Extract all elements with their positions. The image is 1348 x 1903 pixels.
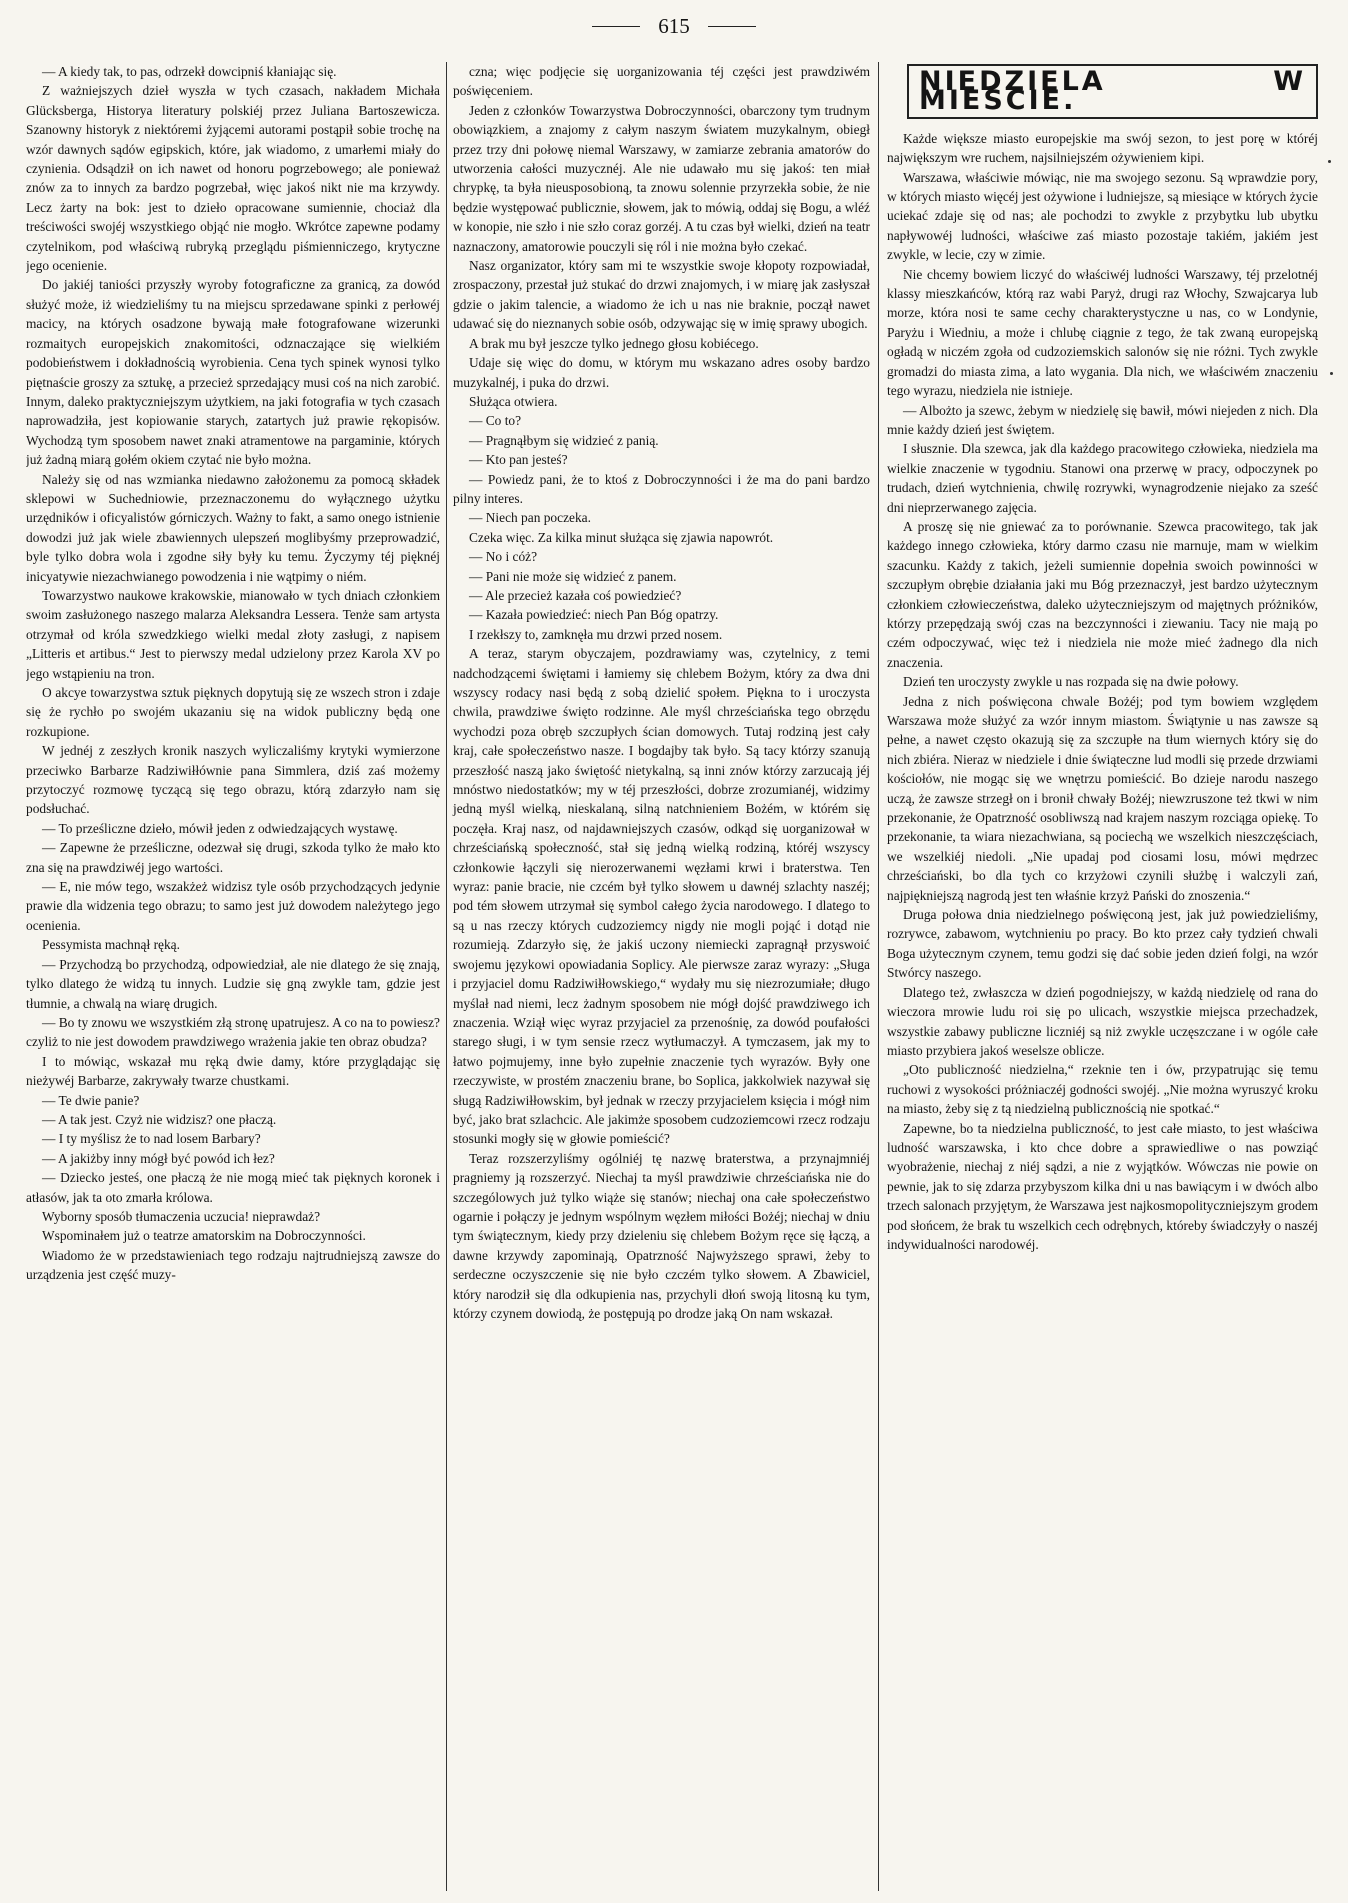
paragraph: czna; więc podjęcie się uorganizowania téj części jest prawdziwém poświęceniem.	[453, 64, 870, 99]
paragraph: — Kto pan jesteś?	[469, 452, 568, 468]
paragraph: Nie chcemy bowiem liczyć do właściwéj ludności Warszawy, téj przelotnéj klassy mieszkańców, którą raz wabi Paryż, drugi raz Włochy, Szwajcarya lub morze, która nosi te same cechy charakterystyczne u nas, co w Londynie, Paryżu i Wiedniu, a może i chlubę ciągnie z tego, że tak zwaną europejską ogładą w niczém zgoła od cudzoziemskich salonów się nie różni. Tych zwykle gromadzi do miasta zima, a lato wygania. Dla nich, we właściwém znaczeniu tego wyrazu, niedziela nie istnieje.	[887, 266, 1318, 399]
paragraph: — Powiedz pani, że to ktoś z Dobroczynności i że ma do pani bardzo pilny interes.	[453, 471, 870, 506]
paragraph: O akcye towarzystwa sztuk pięknych dopytują się ze wszech stron i zdaje się że rychło po swojém ukazaniu się na widok publiczny będą one rozkupione.	[26, 685, 440, 739]
paragraph: Dlatego też, zwłaszcza w dzień pogodniejszy, w każdą niedzielę od rana do wieczora mrowie ludu roi się po ulicach, wszystkie miejsca przechadzek, wszystkie zabawy publiczne liczniéj są niż zwykle uczęszczane i w ogóle całe miasto przybiera jakoś weselsze oblicze.	[887, 984, 1318, 1058]
paragraph: — Dziecko jesteś, one płaczą że nie mogą mieć tak pięknych koronek i atłasów, jak ta oto zmarła królowa.	[26, 1170, 440, 1205]
paragraph: — No i cóż?	[469, 549, 538, 565]
paragraph: Udaje się więc do domu, w którym mu wskazano adres osoby bardzo muzykalnéj, i puka do drzwi.	[453, 355, 870, 390]
paragraph: I to mówiąc, wskazał mu ręką dwie damy, które przyglądając się nieżywéj Barbarze, zakrywały twarze chustkami.	[26, 1053, 440, 1089]
page-header	[0, 14, 1348, 39]
paragraph: Jedna z nich poświęcona chwale Bożéj; pod tym bowiem względem Warszawa może służyć za wzór innym miastom. Świątynie u nas zawsze są pełne, a nawet często okazują się za szczupłe na tłum wiernych który się do nich zbiéra. Nieraz w niedziele i dnie świąteczne lud modli się przede drzwiami kościołów, nie mogąc się we wnętrzu pomieścić. Bo dzieje narodu naszego uczą, że zawsze strzegł on i bronił chwały Bożéj; niewzruszone też tkwi w nim przekonanie, że Opatrzność osobliwszą nad krajem naszym rozciąga opiekę. To przekonanie, ta wiara niezachwiana, są pociechą we wszelkich nieszczęściach, we wszelkiéj niedoli. „Nie upadaj pod ciosami losu, mówi mędrzec chrześciański, bo dla tych co krzyżowi czynili służbę i walczyli zań, najpiękniejszą nagrodą jest ten właśnie krzyż Pański do znoszenia.“	[887, 693, 1318, 903]
paragraph: — Pani nie może się widzieć z panem.	[469, 568, 677, 584]
paragraph: Każde większe miasto europejskie ma swój sezon, to jest porę w któréj największym wre ruchem, najsilniejszém ożywieniem kipi.	[887, 130, 1318, 166]
paragraph: I rzekłszy to, zamknęła mu drzwi przed nosem.	[469, 626, 723, 642]
paragraph: — Zapewne że prześliczne, odezwał się drugi, szkoda tylko że mało kto zna się na prawdziwéj jego wartości.	[26, 840, 440, 875]
paragraph: — Przychodzą bo przychodzą, odpowiedział, ale nie dlatego że się znają, tylko dlatego że widzą tu innych. Ludzie się gną zwykle tam, gdzie jest tłumnie, a chwalą na wiarę drugich.	[26, 956, 440, 1011]
paragraph: — Albożto ja szewc, żebym w niedzielę się bawił, mówi niejeden z nich. Dla mnie każdy dzień jest świętem.	[887, 402, 1318, 437]
paragraph: Wiadomo że w przedstawieniach tego rodzaju najtrudniejszą zawsze do urządzenia jest część muzy-	[26, 1247, 440, 1283]
paragraph: — A jakiżby inny mógł być powód ich łez?	[42, 1150, 275, 1166]
section-body	[887, 129, 1318, 1255]
paragraph: Wspominałem już o teatrze amatorskim na Dobroczynności.	[42, 1228, 366, 1244]
paragraph: Dzień ten uroczysty zwykle u nas rozpada się na dwie połowy.	[903, 674, 1239, 690]
paragraph: Jeden z członków Towarzystwa Dobroczynności, obarczony tym trudnym obowiązkiem, a znajomy z całym naszym światem muzykalnym, obiegł przez trzy dni połowę niemal Warszawy, w zamiarze zebrania amatorów do utworzenia całości muzycznéj. Ale nie udawało mu się jakoś: ten miał chrypkę, ta była nieusposobioną, ta znowu solennie przyrzekła sobie, że nie będzie występować publicznie, słowem, jak to mówią, oddaj się Bogu, a wléź w konopie, nie szło i nie szło coraz gorzéj. A tu czas był wielki, dzień na teatr naznaczony, amatorowie pouczyli się ról i nie można było czekać.	[453, 102, 870, 254]
paragraph: A brak mu był jeszcze tylko jednego głosu kobiécego.	[469, 335, 759, 351]
column-middle	[446, 62, 870, 1891]
paragraph: — Ale przecież kazała coś powiedzieć?	[469, 587, 682, 603]
paragraph: Wyborny sposób tłumaczenia uczucia! nieprawdaż?	[42, 1208, 321, 1224]
paragraph: — Bo ty znowu we wszystkiém złą stronę upatrujesz. A co na to powiesz? czyliż to nie jest dowodem prawdziwego wrażenia jakie ten obraz obudza?	[26, 1014, 440, 1050]
paragraph: Z ważniejszych dzieł wyszła w tych czasach, nakładem Michała Glücksberga, Historya literatury polskiéj przez Juliana Bartoszewicza. Szanowny historyk z niektóremi żyjącemi autorami postąpił sobie trochę na wzór dawnych sądów egipskich, które, jak wiadomo, z umarłemi miały do czynienia. Odsądził on ich nawet od honoru pogrzebowego; ale ponieważ znów za to innych za bardzo pogrzebał, więc jakoś nikt nie ma krzywdy. Lecz żarty na bok: jest to dzieło opracowane sumiennie, chociaż dla treściwości swojéj wszystkiego objąć nie mogło. Wkrótce zapewne podamy czytelnikom, pod właściwą rubryką przeglądu piśmienniczego, krytyczne jego ocenienie.	[26, 83, 440, 274]
paragraph: A teraz, starym obyczajem, pozdrawiamy was, czytelnicy, z temi nadchodzącemi świętami i łamiemy się chlebem Bożym, który za dwa dni wszyscy rodacy nasi będą z sobą dzielić społem. Piękna to i uroczysta chwila, prawdziwe święto rodzinne. Ale myśl chrześciańska tego obrzędu wychodzi poza obręb szczupłych ścian domowych. Tutaj rodziną jest cały kraj, całe społeczeństwo nasze. I bogdajby tak było. Są tacy którzy szanują przeszłość naszą jako świętość nietykalną, są inni znów którzy zarzucają jéj mnóstwo niedostatków; my w téj przeszłości, dobrze zrozumianéj, widzimy jedną myśl wielką, nieskalaną, silną natchnieniem Bożém, w którém się poczęła. Kraj nasz, od najdawniejszych czasów, odkąd się uorganizował w chrześciańską społeczność, stał się jedną wielką rodziną, któréj wszyscy członkowie łączyli się nierozerwanemi węzłami krwi i braterstwa. Ten wyraz: panie bracie, nie czcém był tylko słowem u dawnéj szlachty naszéj; pod tém słowem utrzymał się symbol całego życia narodowego. I dlatego to są u nas rzeczy których cudzoziemcy nigdy nie mogli pojąć i dotąd nie rozumieją. Zdarzyło się, że jakiś uczony niemiecki zapragnął przyswoić swojemu językowi opowiadania Soplicy. Ale pierwsze zaraz wyrazy: „Sługa i przyjaciel domu Radziwiłłowskiego,“ wydały mu się niezrozumiałe; długo myślał nad niemi, lecz żadnym sposobem nie mógł dojść prawdziwego ich znaczenia. Wziął więc wyraz przyjaciel za przenośnię, za dowód poufałości starego sługi, i w tym sensie rzecz wytłumaczył. A tymczasem, jak my to łatwo pojmujemy, inne było zupełnie znaczenie tych wyrazów. Były one rzeczywiste, w prostém znaczeniu brane, bo Soplica, jakkolwiek nazywał się sługą Radziwiłłowskim, był jednak w rzeczy przyjacielem księcia i mógł nim być, jako brat szlachcic. Ale jakimże sposobem cudzoziemcowi rzecz rodzaju stosunki mogły się w głowie pomieścić?	[453, 646, 870, 1147]
column-right	[878, 62, 1318, 1891]
paragraph: Służąca otwiera.	[469, 393, 558, 409]
section-headline: NIEDZIELA W MIEŚCIE.	[907, 64, 1318, 119]
paragraph: Pessymista machnął ręką.	[42, 937, 180, 953]
margin-speck	[1328, 160, 1331, 163]
page-number: 615	[658, 14, 690, 38]
paragraph: Nasz organizator, który sam mi te wszystkie swoje kłopoty rozpowiadał, zrospaczony, przestał już stukać do drzwi znajomych, i w miarę jak zasłyszał gdzie o jakim talencie, a wiadomo że ich u nas nie braknie, począł nawet udawać się do nieznanych sobie osób, odzywając się w imię sprawy ubogich.	[453, 258, 870, 332]
margin-speck	[1330, 372, 1333, 375]
paragraph: W jednéj z zeszłych kronik naszych wyliczaliśmy krytyki wymierzone przeciwko Barbarze Radziwiłłównie pana Simmlera, dziś zaś możemy przytoczyć rozmowę tyczącą się tego obrazu, którą zdarzyło nam się podsłuchać.	[26, 743, 440, 817]
paragraph: I słusznie. Dla szewca, jak dla każdego pracowitego człowieka, niedziela ma wielkie znaczenie w tygodniu. Stanowi ona przerwę w pracy, odpoczynek po trudach, dzień wytchnienia, chwilę rozrywki, wynagrodzenie niejako za sześć dni nieprzerwanego zajęcia.	[887, 441, 1318, 515]
paragraph: Zapewne, bo ta niedzielna publiczność, to jest całe miasto, to jest właściwa ludność warszawska, i kto chce dobre a sprawiedliwe o nas powziąć wyobrażenie, niechaj z niéj sądzi, a nie z wyjątków. Wówczas nie powie on pewnie, jak to się zdarza przybyszom kilka dni u nas bawiącym i w dwóch albo trzech salonach przyjętym, że Warszawa jest najkosmopolityczniejszym grodem pod słońcem, że brak tu wszelkich cech odrębnych, któreby świadczyły o naszéj indywidualności narodowéj.	[887, 1120, 1318, 1252]
paragraph: — Kazała powiedzieć: niech Pan Bóg opatrzy.	[469, 607, 719, 623]
paragraph: — Te dwie panie?	[42, 1092, 140, 1108]
paragraph: Czeka więc. Za kilka minut służąca się zjawia napowrót.	[469, 529, 774, 545]
column-left	[26, 62, 440, 1891]
paragraph: — I ty myślisz że to nad losem Barbary?	[42, 1131, 261, 1147]
paragraph: Druga połowa dnia niedzielnego poświęconą jest, jak już powiedzieliśmy, rozrywce, zabawom, wytchnieniu po pracy. Bo kto przez cały tydzień chwali Boga użytecznym czynem, temu godzi się dać sobie jeden dzień folgi, na wzór Stwórcy naszego.	[887, 907, 1318, 981]
paragraph: — Pragnąłbym się widzieć z panią.	[469, 432, 659, 448]
paragraph: A proszę się nie gniewać za to porównanie. Szewca pracowitego, tak jak każdego innego człowieka, który darmo czasu nie marnuje, mam w wielkim szacunku. Każdy z takich, jeżeli sumiennie dopełnia swoich powinności w szczupłym obrębie działania jaki mu Bóg przeznaczył, jest bardzo użytecznym członkiem człowieczeństwa, daleko użyteczniejszym od majętnych próżników, którzy przepędzają swój czas na bezczynności i ziewaniu. Tacy nie mają po czém odpoczywać, więc też i niedziela nie może mieć żadnego dla nich znaczenia.	[887, 518, 1318, 670]
paragraph: Teraz rozszerzyliśmy ogólniéj tę nazwę braterstwa, a przynajmniéj pragniemy ją rozszerzyć. Niechaj ta myśl prawdziwie chrześciańska nie do szczególowych już tylko wiąże się stanów; niechaj ona całe społeczeństwo ogarnie i połączy je jednym wspólnym węzłem miłości Bożéj; niechaj w dniu tym świątecznym, kiedy przy dzieleniu się chlebem Bożym ręce się łączą, a dawne krzywdy zapominają, Opatrzność Najwyższego sprawi, żeby to serdeczne oczyszczenie się nie było czczém tylko słowem. A Zbawiciel, który narodził się dla odkupienia nas, przychyli dłoń swoją litosną ku tym, którzy czynem dowiodą, że postępują po drodze jaką On nam wskazał.	[453, 1150, 870, 1321]
paragraph: „Oto publiczność niedzielna,“ rzeknie ten i ów, przypatrując się temu ruchowi z wysokości próżniaczéj godności swojéj. „Nie można wyruszyć kroku na miasto, żeby się z tą niedzielną publicznością nie spotkać.“	[887, 1062, 1318, 1117]
paragraph: — To prześliczne dzieło, mówił jeden z odwiedzających wystawę.	[42, 820, 398, 836]
header-rule-right	[708, 26, 756, 27]
paragraph: — A tak jest. Czyż nie widzisz? one płaczą.	[42, 1111, 277, 1127]
paragraph: Należy się od nas wzmianka niedawno założonemu za pomocą składek sklepowi w Suchedniowie, przeznaczonemu do wyłącznego użytku urzędników i oficyalistów górniczych. Ważny to fakt, a samo onego istnienie dowodzi już jak wiele zbawiennych ulepszeń moglibyśmy przeprowadzić, byle tylko dobra wola i zgodne siły były ku temu. Życzymy téj pięknéj inicyatywie niezachwianego powodzenia i nie wątpimy o niém.	[26, 471, 440, 584]
paragraph: — Niech pan poczeka.	[469, 510, 591, 526]
paragraph: Towarzystwo naukowe krakowskie, mianowało w tych dniach członkiem swoim zasłużonego naszego malarza Aleksandra Lessera. Tenże sam artysta otrzymał od króla szwedzkiego wielki medal złoty zasługi, z napisem „Litteris et artibus.“ Jest to pierwszy medal udzielony przez Karola XV po jego wstąpieniu na tron.	[26, 587, 440, 681]
paragraph: Warszawa, właściwie mówiąc, nie ma swojego sezonu. Są wprawdzie pory, w których miasto więcéj jest ożywione i ludniejsze, są miesiące w których życie uciekać zdaje się od nas; ale pochodzi to zwykle z przybytku lub ubytku napływowéj ludności, właściwe zaś miasto pozostaje takiém, jakiém jest zwykle, w lecie, czy w zimie.	[887, 169, 1318, 263]
paragraph: — E, nie mów tego, wszakżeż widzisz tyle osób przychodzących jedynie prawie dla widzenia tego obrazu; to samo jest już dowodem należytego jego ocenienia.	[26, 879, 440, 933]
paragraph: — Co to?	[469, 413, 522, 429]
paragraph: Do jakiéj taniości przyszły wyroby fotograficzne za granicą, za dowód służyć może, iż wiedzieliśmy tu na miejscu sprzedawane spinki z perłowéj macicy, na których osadzone bywają małe fotografowane wizerunki rozmaitych europejskich znakomitości, odznaczające się wielkiém podobieństwem i dokładnością wyrobienia. Cena tych spinek wynosi tylko piętnaście groszy za sztukę, a przecież sprzedający musi coś na nich zarobić. Innym, daleko praktyczniejszym użytkiem, na jaki fotografia w tych czasach naprowadziła, jest kopiowanie starych, zatartych już prawie rękopisów. Wychodzą tym sposobem nawet znaki atramentowe na pargaminie, których już żadną miarą gołém okiem czytać nie było można.	[26, 277, 440, 468]
paragraph: — A kiedy tak, to pas, odrzekł dowcipniś kłaniając się.	[42, 64, 337, 79]
header-rule-left	[592, 26, 640, 27]
